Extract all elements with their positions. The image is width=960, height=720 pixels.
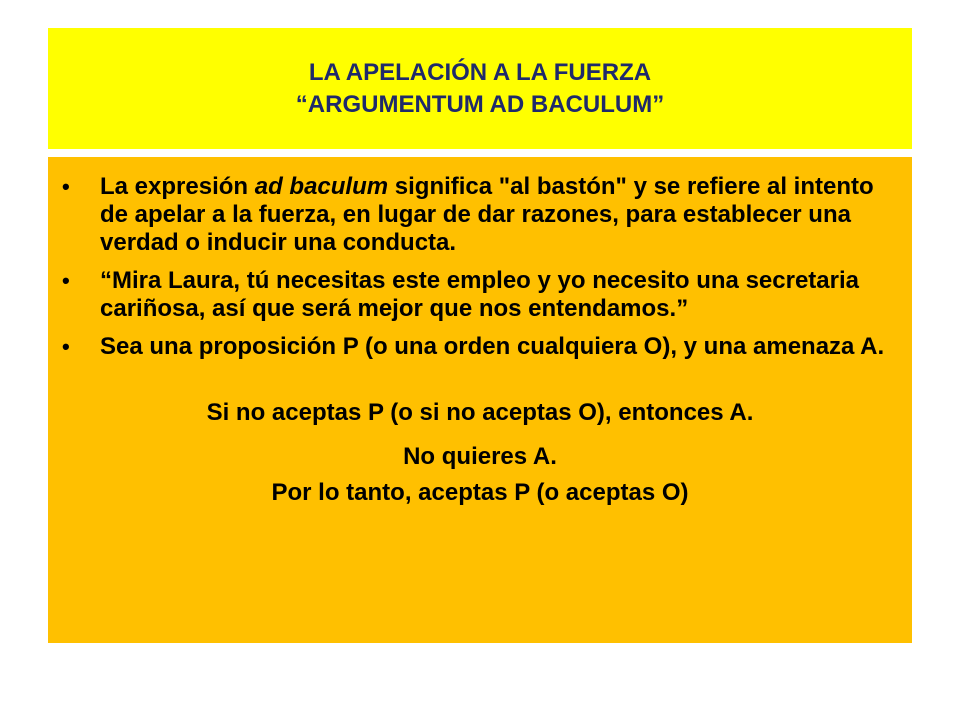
syllogism-conclusion: Por lo tanto, aceptas P (o aceptas O) bbox=[271, 479, 689, 506]
syllogism bbox=[72, 395, 888, 511]
title-line-2: “ARGUMENTUM AD BACULUM” bbox=[295, 90, 665, 118]
syllogism-premise-2: No quieres A. bbox=[403, 443, 557, 470]
bullet-item-definition bbox=[62, 173, 888, 257]
bullet-icon: • bbox=[62, 334, 70, 359]
bullet-text-part: significa "al bastón" y se refiere al intento de apelar a la fuerza, en lugar de dar razones, para establecer una verdad o inducir una conducta. bbox=[100, 173, 874, 256]
bullet-text: Sea una proposición P (o una orden cualquiera O), y una amenaza A. bbox=[100, 333, 885, 360]
slide-content bbox=[48, 157, 912, 643]
syllogism-premise-1: Si no aceptas P (o si no aceptas O), entonces A. bbox=[206, 399, 754, 426]
title-line-1: LA APELACIÓN A LA FUERZA bbox=[308, 58, 652, 86]
bullet-icon: • bbox=[62, 268, 70, 293]
bullet-list bbox=[62, 173, 888, 361]
bullet-text-part: La expresión bbox=[100, 173, 255, 200]
bullet-item-example bbox=[62, 267, 888, 323]
bullet-text: “Mira Laura, tú necesitas este empleo y yo necesito una secretaria cariñosa, así que será mejor que nos entendamos.” bbox=[100, 267, 859, 322]
bullet-item-proposition bbox=[62, 333, 888, 361]
bullet-italic-term: ad baculum bbox=[254, 173, 389, 200]
bullet-icon: • bbox=[62, 174, 70, 199]
slide-title bbox=[48, 28, 912, 149]
